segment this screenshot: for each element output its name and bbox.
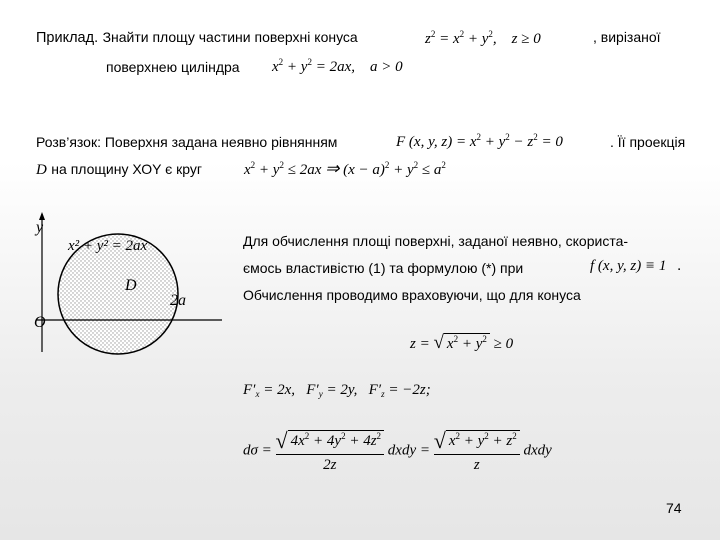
task-text-2: поверхнею циліндра	[106, 59, 240, 75]
fraction-1: $\frac{√ 4x^2 + 4y^2 + 4z^2}{2z}$	[276, 428, 385, 474]
solution-text-tail: . Її проекція	[610, 134, 686, 150]
projection-text: на площину ХОY є круг	[51, 161, 202, 177]
page-number: 74	[666, 500, 682, 516]
partial-derivatives: $F'_x = 2x$, $F'_y = 2y$, $F'_z = -2z$;	[243, 382, 431, 399]
implicit-equation: F (x, y, $z) = x^2 + y^2 - z^2 = 0$	[396, 132, 563, 150]
para-line-3: Обчислення проводимо враховуючи, що для конуса	[243, 287, 581, 303]
tick-label-2a: 2a	[170, 292, 186, 309]
para-line-1: Для обчислення площі поверхні, заданої неявно, скориста-	[243, 233, 629, 249]
task-text-1-tail: , вирізаної	[593, 29, 661, 45]
task-line-1	[36, 29, 358, 47]
example-label: Приклад.	[36, 30, 99, 46]
circle-equation-label: x² + y² = 2ax	[68, 238, 148, 254]
cone-root-formula: z = √ $x^2 + y^2 \ge 0$	[410, 332, 514, 353]
disk-inequality: $x^2 + y^2 \le 2ax$ ⇒ $(x - a)^2 + y^2 \le a^2$	[244, 159, 446, 178]
region-graph	[30, 210, 225, 355]
cylinder-equation: $x^2 + y^2 = 2ax$, a > 0	[272, 57, 403, 75]
y-axis-label: y	[36, 219, 44, 236]
fraction-2: $\frac{√ x^2 + y^2 + z^2}{z}$	[434, 428, 520, 474]
projection-line	[36, 161, 202, 179]
f-identity: f (x, y, z) ≡ 1 .	[590, 258, 682, 274]
projection-letter: D	[36, 162, 47, 178]
surface-element-formula: dσ = $\frac{√ 4x^2 + 4y^2 + 4z^2}{2z}$ dxdy = $\frac{√ x^2 + y^2 + z^2}{z}$ dxdy	[243, 428, 552, 473]
cone-equation: $z^2 = x^2 + y^2$, z ≥ 0	[425, 29, 541, 47]
origin-label: O	[34, 314, 46, 331]
region-label: D	[125, 277, 137, 294]
task-text-1: Знайти площу частини поверхні конуса	[102, 29, 358, 45]
para-line-2: ємось властивістю (1) та формулою (*) при	[243, 260, 524, 276]
solution-text: Розв’язок: Поверхня задана неявно рівнянням	[36, 134, 338, 150]
